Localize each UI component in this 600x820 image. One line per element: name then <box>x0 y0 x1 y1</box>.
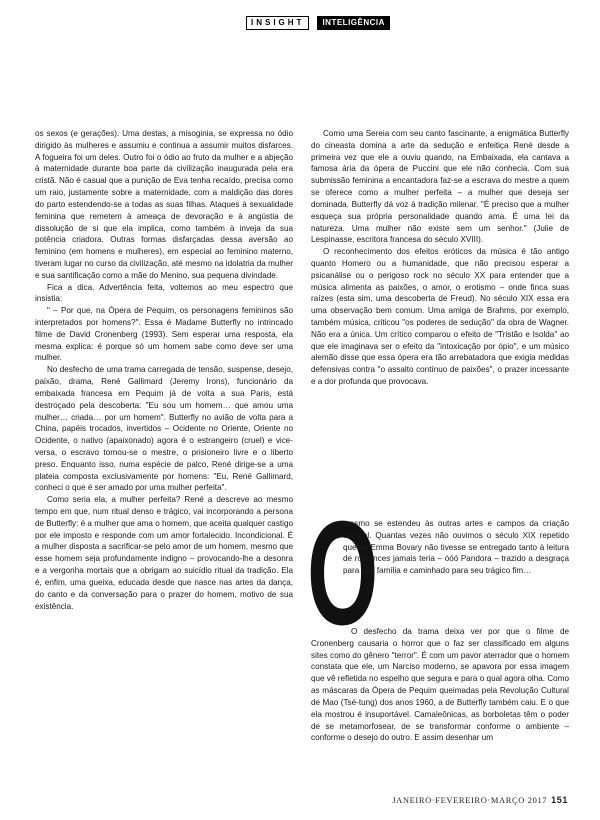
section-header <box>246 16 390 30</box>
column-right-bottom <box>311 626 569 744</box>
issue-date: JANEIRO·FEVEREIRO·MARÇO 2017 <box>392 795 548 805</box>
paragraph: O desfecho da trama deixa ver por que o filme de Cronenberg causaria o horror que o faz ser classificado em alguns sites como do gênero "terror". É com um pavor aterrador que o homem constata que ele, um Narciso moderno, se apavora por essa imagem que vê refletida no espelho que segura e para o qual agora olha. Como as máscaras da Ópera de Pequim queimadas pela Revolução Cultural de Mao (Tsé-tung) dos anos 1960, a de Butterfly também caiu. E o que ela mostrou é insuportável. Camaleônicas, as borboletas têm o poder de se metamorfosear, de se transformar conforme o ambiente – conforme o desejo do outro. E assim desenhar um <box>311 627 569 743</box>
paragraph: Como uma Sereia com seu canto fascinante, a enigmática Butterfly do cineasta domina a arte da sedução e enfeitiça René desde a primeira vez que ele a ouviu quando, na Embaixada, ela cantava a famosa ária da ópera de Puccini que ele não conhecia. Com sua submissão feminina a encantadora faz-se a escrava do mestre a quem se oferece como a mulher perfeita – a mulher que deseja ser dominada. Butterfly dá voz à tradição milenar. "É preciso que a mulher esqueça sua própria personalidade quando ama. É uma lei da natureza. Uma mulher não existe sem um senhor." (Julie de Lespinasse, escritora francesa do século XVIII). <box>311 129 569 245</box>
paragraph: mesmo se estendeu às outras artes e campos da criação cultural. Quantas vezes não ouvimos o século XIX repetido que se Emma Bovary não tivesse se entregado tanto à leitura de romances jamais teria – óóó Pandora – trazido a desgraça para sua família e caminhado para seu trágico fim… <box>343 519 569 576</box>
drop-cap: O <box>307 491 379 656</box>
page-footer <box>392 795 568 805</box>
column-left <box>35 128 293 612</box>
paragraph: No desfecho de uma trama carregada de tensão, suspense, desejo, paixão, drama, René Gallimard (Jeremy Irons), funcionário da embaixada francesa em Pequim já de volta a sua Paris, está destroçado pela descoberta: "Eu sou um homem… que amou uma mulher… criada… por um homem". Butterfly no avião de volta para a China, papéis trocados, invertidos – Ocidente no Oriente, Oriente no Ocidente, o nativo (apaixonado) agora é o estrangeiro (cruel) e vice-versa, o escravo tornou-se o mestre, o prisioneiro livre e o liberto preso. Enquanto isso, numa espécie de palco, René dirige-se a uma plateia composta exclusivamente por homens: "Eu, René Gallimard, conheci o que é ser amado por uma mulher perfeita". <box>35 365 293 493</box>
paragraph: O reconhecimento dos efeitos eróticos da música é tão antigo quanto Homero ou a humanidade, que não precisou esperar a psicanálise ou o perigoso rock no século XX para entender que a música alimenta as paixões, o amor, o erotismo – onde finca suas raízes (esta sim, uma descoberta de Freud). No século XIX essa era uma observação bem comum. Uma amiga de Brahms, por exemplo, também música, criticou "os poderes de sedução" da obra de Wagner. Não era a única. Um crítico comparou o efeito de "Tristão e Isolda" ao que ele imaginava ser o efeito da "intoxicação por ópio", e um músico alemão disse que essa ópera era tão arrebatadora que exigia medidas defensivas contra "o assalto contínuo de paixões", o prazer incessante e a dor profunda que provocava. <box>311 247 569 387</box>
page-number: 151 <box>551 795 568 805</box>
paragraph: Fica a dica. Advertência feita, voltemos ao meu espectro que insistia: <box>35 282 293 304</box>
column-right-top <box>311 128 569 388</box>
paragraph: os sexos (e gerações). Uma destas, a misoginia, se expressa no ódio dirigido às mulheres e assumiu e continua a assumir muitos disfarces. A fogueira foi um deles. Outro foi o ódio ao fruto da mulher e a abjeção à maternidade durante boa parte da civilização inaugurada pela era cristã. Não é casual que a punição de Eva tenha recaído, precisa como um raio, justamente sobre a maternidade, com a maldição das dores do parto estendendo-se a todas as suas filhas. Ataques à sexualidade feminina que remetem à ameaça de devoração e à angústia de dissolução de si que ela implica, como também à inveja da sua potência criadora. Outras formas disfarçadas dessa aversão ao feminino (em homens e mulheres), em especial ao feminino materno, tiveram lugar no curso da civilização, até mesmo na idolatria da mulher e sua santificação como a mãe do Menino, sua pequena divindade. <box>35 129 293 280</box>
paragraph: Como seria ela, a mulher perfeita? René a descreve ao mesmo tempo em que, num ritual denso e trágico, vai incorporando a persona de Butterfly: é a mulher que ama o homem, que aceita qualquer castigo por ele imposto e responde com um amor fortalecido. Incondicional. É a mulher disposta a sacrificar-se pelo amor de um homem, mesmo que esse homem seja profundamente indigno – provocando-lhe a desonra e a vergonha mortais que a obrigam ao suicídio ritual da tradição. Ela é, enfim, uma gueixa, educada desde que nasce nas artes da dança, do canto e da conversação para o prazer do homem, motivo de sua existência. <box>35 495 293 611</box>
paragraph: " – Por que, na Ópera de Pequim, os personagens femininos são interpretados por homens?". Essa é Madame Butterfly no intrincado filme de David Cronenberg (1993). Sem esperar uma resposta, ela mesma explica: é porque só um homem sabe como deve ser uma mulher. <box>35 306 293 363</box>
section-label: INSIGHT <box>246 16 309 30</box>
section-tag: INTELIGÊNCIA <box>317 16 389 30</box>
column-right-dropcap-text <box>343 518 569 577</box>
